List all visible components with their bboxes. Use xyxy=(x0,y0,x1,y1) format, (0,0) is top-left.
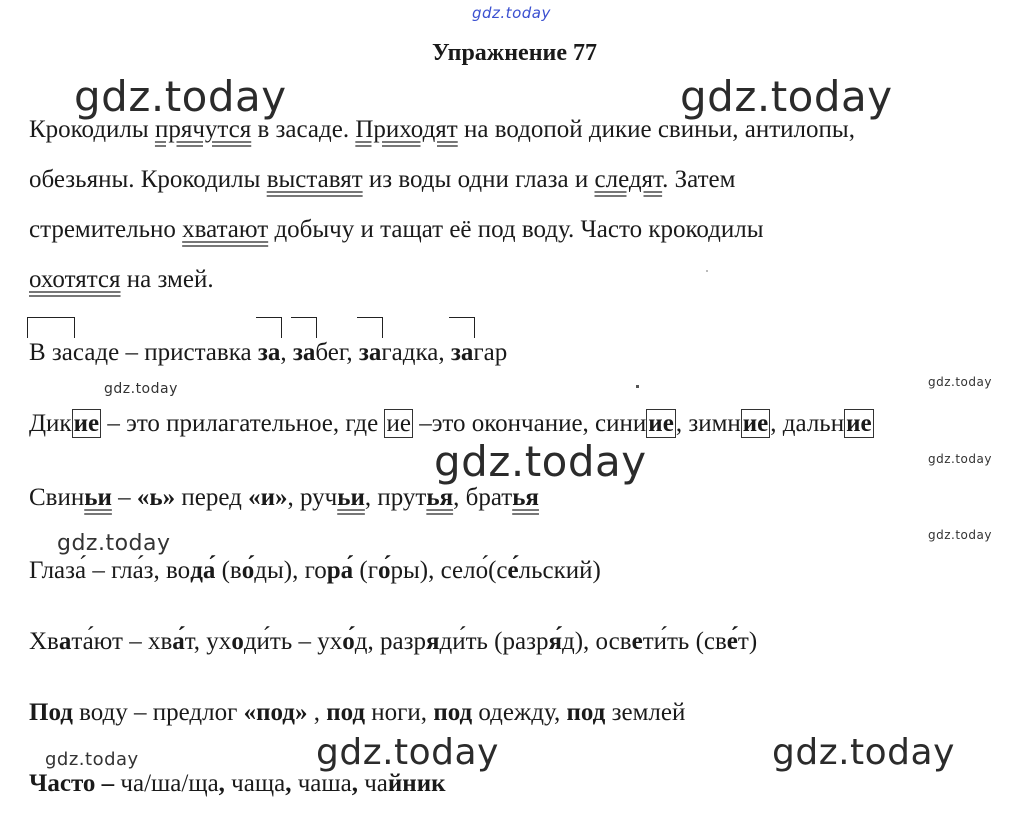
watermark: gdz.today xyxy=(104,381,178,397)
text-line-4: охотятся на змей. xyxy=(29,266,214,293)
analysis-cha-sha: Часто – ча/ша/ща, чаща, чаша, чайник xyxy=(29,770,446,797)
watermark: gdz.today xyxy=(928,452,992,466)
watermark-top: gdz.today xyxy=(472,4,551,22)
analysis-stress-1: Глаза́ – гла́з, вода́ (во́ды), гора́ (го́ры), село́(се́льский) xyxy=(29,557,601,584)
analysis-prefix: В засаде – приставка за, забег, загадка, загар xyxy=(29,339,508,366)
watermark: gdz.today xyxy=(928,528,992,542)
text-line-1: Крокодилы прячутся в засаде. Приходят на водопой дикие свиньи, антилопы, xyxy=(29,116,855,143)
watermark: gdz.today xyxy=(74,72,287,121)
analysis-stress-2: Хвата́ют – хва́т, уходи́ть – ухо́д, разряди́ть (разря́д), освети́ть (све́т) xyxy=(29,628,758,655)
watermark: gdz.today xyxy=(928,375,992,389)
watermark: gdz.today xyxy=(45,749,139,770)
stray-mark xyxy=(706,270,708,272)
watermark: gdz.today xyxy=(316,732,499,773)
analysis-ending: Дикие – это прилагательное, где ие –это окончание, синиие, зимние, дальние xyxy=(29,410,872,437)
stray-mark xyxy=(636,385,639,388)
text-line-3: стремительно хватают добычу и тащат её под воду. Часто крокодилы xyxy=(29,216,764,243)
watermark: gdz.today xyxy=(680,72,893,121)
analysis-soft-sign: Свиньи – «ь» перед «и», ручьи, прутья, братья xyxy=(29,484,539,511)
analysis-preposition: Под воду – предлог «под» , под ноги, под одежду, под землей xyxy=(29,699,686,726)
exercise-title: Упражнение 77 xyxy=(431,40,597,66)
watermark: gdz.today xyxy=(434,437,647,486)
watermark: gdz.today xyxy=(772,732,955,773)
text-line-2: обезьяны. Крокодилы выставят из воды одни глаза и следят. Затем xyxy=(29,166,736,193)
watermark: gdz.today xyxy=(57,531,171,556)
